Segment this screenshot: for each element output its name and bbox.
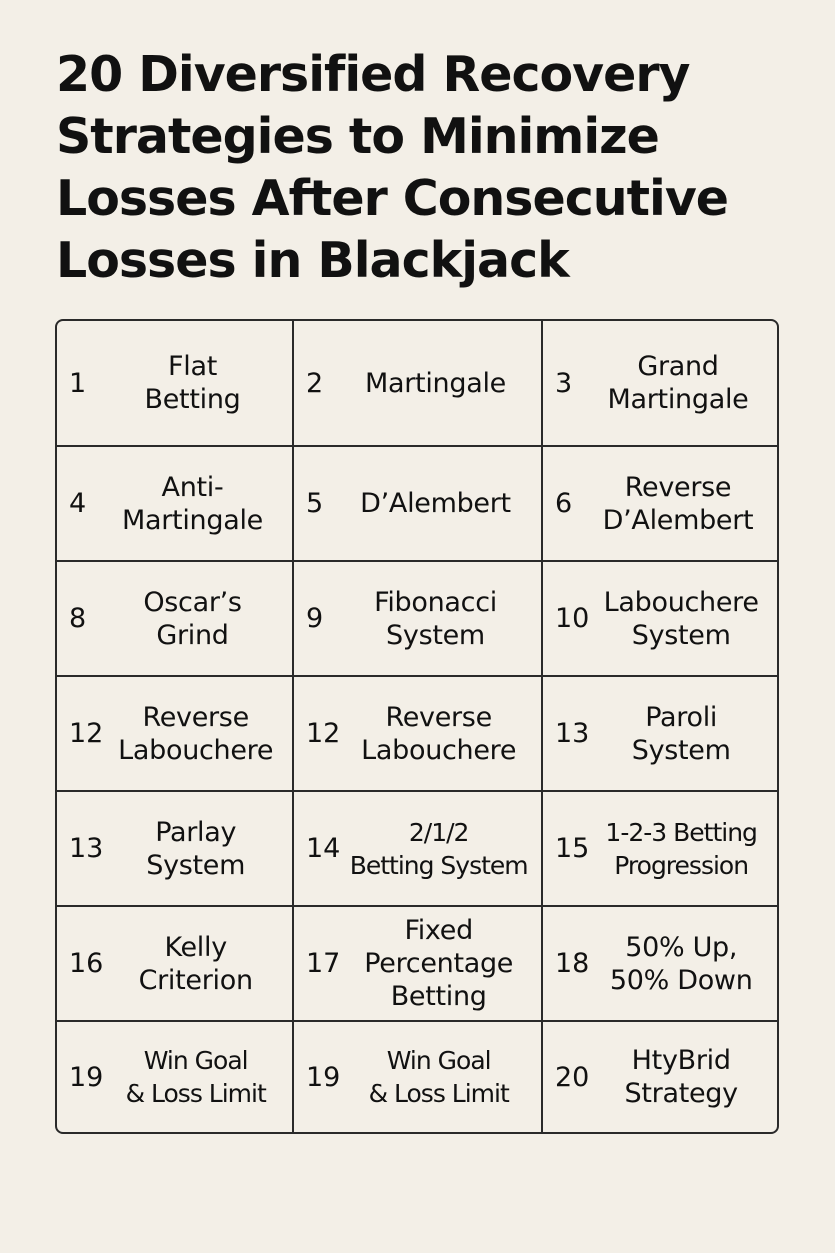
strategy-cell: [294, 562, 543, 677]
strategy-number: 20: [555, 1061, 590, 1093]
strategy-cell: [294, 321, 543, 447]
strategy-cell: [543, 321, 777, 447]
strategy-label: HtyBrid Strategy: [624, 1045, 738, 1109]
strategy-label: Fibonacci System: [374, 586, 497, 651]
strategy-cell: [57, 447, 294, 562]
strategy-number: 2: [306, 367, 324, 399]
strategy-cell: [543, 792, 777, 907]
strategy-label: Reverse D’Alembert: [602, 471, 754, 536]
strategy-label: 50% Up, 50% Down: [609, 931, 753, 996]
strategy-label: 1-2-3 Betting Progression: [605, 817, 757, 880]
strategy-number: 5: [306, 488, 324, 519]
strategy-number: 18: [555, 948, 590, 979]
strategy-number: 12: [69, 718, 104, 749]
strategy-label: Martingale: [365, 367, 506, 399]
strategy-cell: [294, 907, 543, 1022]
strategy-label: Kelly Criterion: [138, 931, 253, 996]
strategy-number: 10: [555, 603, 590, 634]
strategy-number: 15: [555, 833, 590, 864]
strategy-cell: [57, 907, 294, 1022]
strategy-label: Paroli System: [631, 701, 731, 766]
strategy-cell: [57, 1022, 294, 1132]
strategy-number: 9: [306, 603, 324, 634]
strategy-number: 3: [555, 367, 573, 399]
strategy-cell: [294, 1022, 543, 1132]
strategy-cell: [57, 562, 294, 677]
strategy-cell: [57, 677, 294, 792]
strategy-number: 16: [69, 948, 104, 979]
strategy-cell: [543, 447, 777, 562]
strategy-cell: [294, 447, 543, 562]
strategy-number: 8: [69, 603, 87, 634]
strategy-number: 12: [306, 718, 341, 749]
strategy-number: 19: [306, 1061, 341, 1093]
strategy-label: Win Goal & Loss Limit: [368, 1046, 509, 1108]
strategy-label: Parlay System: [146, 816, 246, 881]
strategy-number: 13: [555, 718, 590, 749]
strategy-label: Flat Betting: [144, 351, 241, 415]
strategy-cell: [57, 792, 294, 907]
strategy-label: Reverse Labouchere: [118, 701, 274, 766]
strategy-label: Grand Martingale: [607, 351, 749, 415]
strategy-label: Oscar’s Grind: [143, 586, 242, 651]
strategy-number: 17: [306, 948, 341, 979]
strategy-cell: [543, 677, 777, 792]
strategy-cell: [543, 562, 777, 677]
strategy-label: Win Goal & Loss Limit: [125, 1046, 266, 1108]
strategy-cell: [543, 1022, 777, 1132]
page-title: 20 Diversified Recovery Strategies to Minimize Losses After Consecutive Losses in Blackjack: [56, 46, 729, 289]
strategy-number: 14: [306, 833, 341, 864]
strategy-label: Reverse Labouchere: [361, 701, 517, 766]
strategy-number: 19: [69, 1061, 104, 1093]
strategy-label: Anti- Martingale: [122, 471, 263, 536]
strategy-label: Labouchere System: [603, 586, 759, 651]
strategy-number: 13: [69, 833, 104, 864]
strategy-label: 2/1/2 Betting System: [349, 817, 528, 880]
strategy-label: D’Alembert: [360, 488, 511, 519]
strategy-cell: [57, 321, 294, 447]
strategy-cell: [294, 792, 543, 907]
strategy-cell: [543, 907, 777, 1022]
strategy-number: 4: [69, 488, 87, 519]
strategy-number: 6: [555, 488, 573, 519]
strategy-number: 1: [69, 367, 87, 399]
strategy-cell: [294, 677, 543, 792]
strategy-grid: [55, 319, 779, 1134]
strategy-label: Fixed Percentage Betting: [364, 915, 514, 1012]
